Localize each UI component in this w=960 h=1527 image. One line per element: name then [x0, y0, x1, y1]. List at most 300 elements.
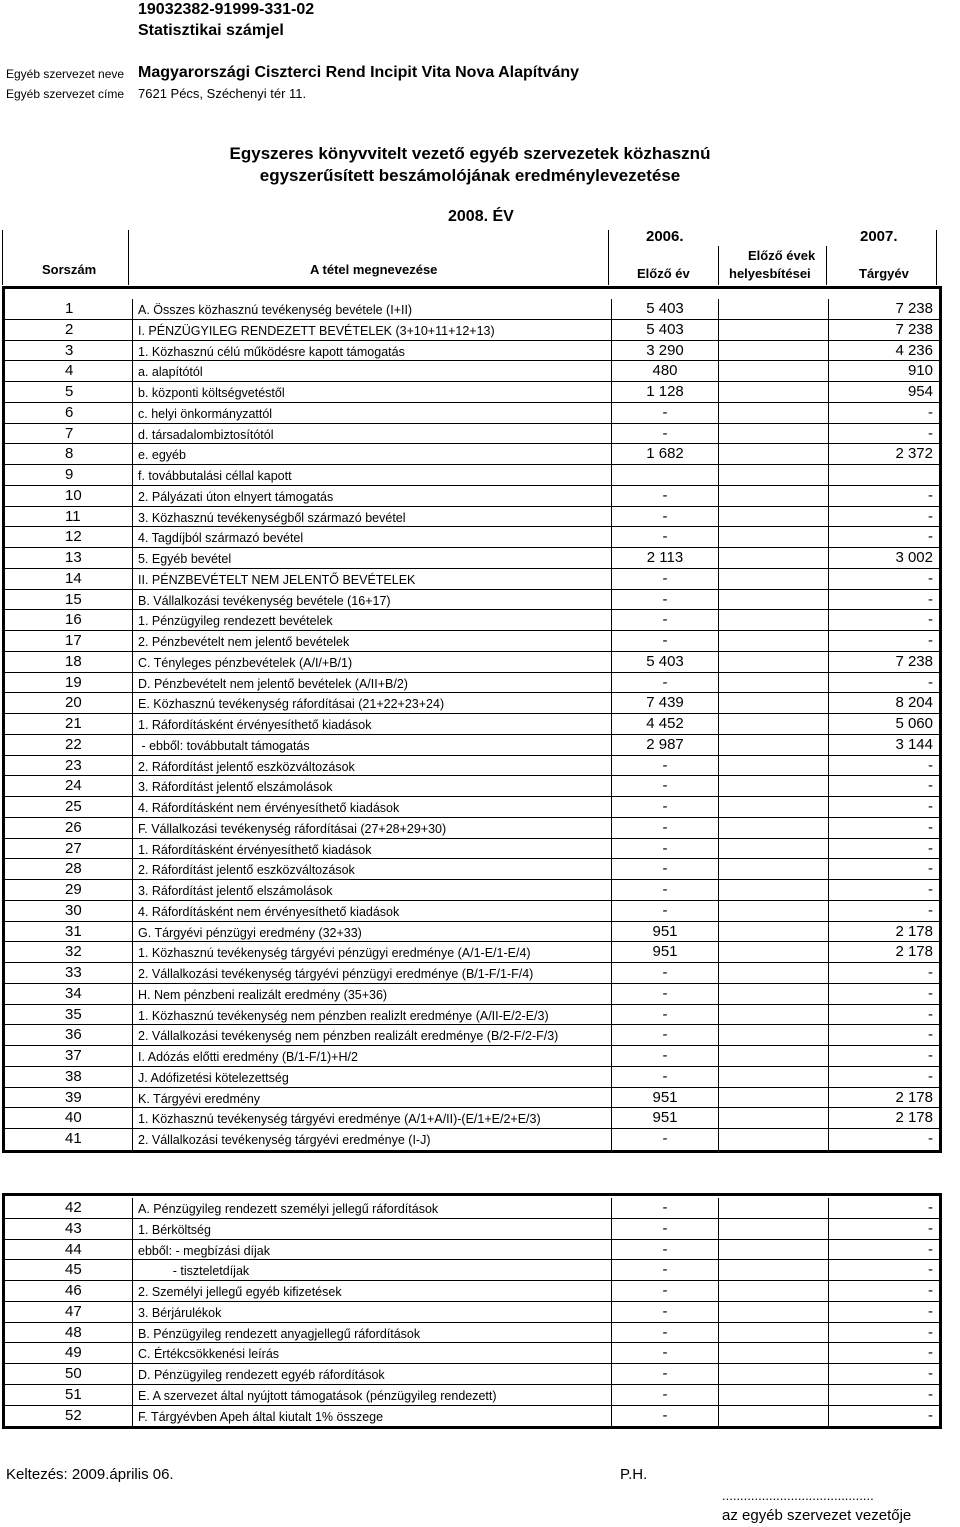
table-row [5, 548, 939, 569]
row-correction-value [719, 756, 829, 776]
row-number: 26 [5, 818, 133, 838]
row-number: 17 [5, 631, 133, 651]
row-number: 7 [5, 424, 133, 444]
row-prev-value: - [611, 1343, 719, 1363]
table-row [5, 361, 939, 382]
row-label: 1. Közhasznú tevékenység nem pénzben realizlt eredménye (A/II-E/2-E/3) [138, 1008, 549, 1023]
col-year-cur: 2007. [860, 228, 898, 245]
row-prev-value: 951 [611, 922, 719, 942]
row-correction-value [719, 1046, 829, 1066]
table-row [5, 1088, 939, 1109]
row-prev-value: 1 128 [611, 382, 719, 402]
row-current-value: 8 204 [895, 694, 933, 712]
row-prev-value: - [611, 1240, 719, 1260]
row-correction-value [719, 1198, 829, 1218]
row-correction-value [719, 1385, 829, 1405]
row-current-value: - [928, 1282, 933, 1299]
table-row [5, 1385, 939, 1406]
row-number: 23 [5, 756, 133, 776]
row-current-value: 5 060 [895, 715, 933, 732]
row-number: 16 [5, 610, 133, 630]
row-label: 4. Ráfordításként nem érvényesíthető kiadások [138, 801, 400, 815]
row-prev-value: 5 403 [611, 320, 719, 340]
row-correction-value [719, 590, 829, 610]
table-row [5, 797, 939, 818]
row-number: 5 [5, 382, 133, 402]
row-label: A. Pénzügyileg rendezett személyi jellegű ráfordítások [138, 1202, 439, 1216]
row-current-value: 3 002 [895, 549, 933, 566]
row-current-value: - [928, 964, 933, 981]
row-prev-value: 2 987 [611, 735, 719, 755]
row-prev-value: 5 403 [611, 652, 719, 672]
row-number: 41 [5, 1129, 133, 1150]
row-prev-value: 3 290 [611, 341, 719, 361]
row-prev-value: - [611, 1281, 719, 1301]
row-label: J. Adófizetési kötelezettség [138, 1070, 289, 1085]
row-label: 2. Ráfordítást jelentő eszközváltozások [138, 759, 355, 774]
table-row [5, 922, 939, 943]
table-row [5, 1281, 939, 1302]
row-label: 3. Bérjárulékok [138, 1305, 222, 1320]
row-current-value: - [928, 1261, 933, 1279]
row-number: 1 [5, 299, 133, 319]
row-prev-value: - [611, 1260, 719, 1280]
row-label: d. társadalombiztosítótól [138, 427, 274, 442]
row-number: 3 [5, 341, 133, 361]
row-label: 1. Pénzügyileg rendezett bevételek [138, 614, 333, 629]
row-current-value: 954 [907, 383, 933, 400]
table-row [5, 1129, 939, 1150]
row-label: 3. Közhasznú tevékenységből származó bevétel [138, 510, 406, 525]
row-number: 21 [5, 714, 133, 734]
table-row [5, 984, 939, 1005]
table-row [5, 776, 939, 797]
row-number: 11 [5, 507, 133, 527]
row-label: 4. Ráfordításként nem érvényesíthető kiadások [138, 904, 400, 919]
row-number: 10 [5, 486, 133, 506]
row-number: 24 [5, 776, 133, 796]
row-prev-value: - [611, 880, 719, 900]
table-row [5, 963, 939, 984]
row-current-value: - [928, 839, 933, 857]
row-current-value: - [928, 507, 933, 525]
table-row [5, 652, 939, 673]
row-prev-value: - [611, 859, 719, 879]
row-label: B. Vállalkozási tevékenység bevétele (16+17) [138, 593, 391, 608]
row-number: 48 [5, 1323, 133, 1343]
row-label: I. PÉNZÜGYILEG RENDEZETT BEVÉTELEK (3+10+11+12+13) [138, 323, 495, 338]
row-label: II. PÉNZBEVÉTELT NEM JELENTŐ BEVÉTELEK [138, 572, 416, 587]
col-sorszam: Sorszám [42, 262, 97, 277]
row-correction-value [719, 1005, 829, 1025]
row-prev-value: - [611, 1067, 719, 1087]
row-correction-value [719, 1302, 829, 1322]
row-correction-value [719, 507, 829, 527]
table-row [5, 486, 939, 507]
expenses-table [2, 1193, 942, 1429]
row-correction-value [719, 652, 829, 672]
row-label: 1. Közhasznú célú működésre kapott támogatás [138, 344, 405, 359]
row-current-value: - [928, 1047, 933, 1064]
row-label: 5. Egyéb bevétel [138, 552, 232, 566]
row-number: 37 [5, 1046, 133, 1066]
row-correction-value [719, 424, 829, 444]
row-current-value: - [928, 901, 933, 919]
table-row [5, 631, 939, 652]
table-row [5, 527, 939, 548]
row-number: 51 [5, 1385, 133, 1405]
row-number: 8 [5, 444, 133, 464]
row-current-value: - [928, 590, 933, 608]
table-row [5, 465, 939, 486]
signature-label: az egyéb szervezet vezetője [722, 1507, 912, 1524]
row-label: a. alapítótól [138, 365, 203, 380]
row-correction-value [719, 839, 829, 859]
row-correction-value [719, 548, 829, 568]
row-correction-value [719, 1406, 829, 1427]
row-prev-value: - [611, 569, 719, 589]
signature-line: .......................................... [722, 1488, 874, 1503]
row-correction-value [719, 984, 829, 1004]
row-prev-value: 1 682 [611, 444, 719, 464]
table-row [5, 901, 939, 922]
table-row [5, 673, 939, 694]
row-label: D. Pénzbevételt nem jelentő bevételek (A/II+B/2) [138, 676, 408, 691]
row-label: G. Tárgyévi pénzügyi eredmény (32+33) [138, 925, 362, 940]
row-number: 45 [5, 1260, 133, 1280]
row-current-value: - [928, 1067, 933, 1085]
row-label: 2. Vállalkozási tevékenység tárgyévi eredménye (I-J) [138, 1133, 431, 1147]
row-number: 39 [5, 1088, 133, 1108]
table-row [5, 569, 939, 590]
row-number: 30 [5, 901, 133, 921]
row-prev-value: - [611, 631, 719, 651]
table-row [5, 859, 939, 880]
row-prev-value: 5 403 [611, 299, 719, 319]
row-label: 4. Tagdíjból származó bevétel [138, 531, 304, 546]
row-number: 52 [5, 1406, 133, 1427]
row-number: 22 [5, 735, 133, 755]
row-prev-value: - [611, 1219, 719, 1239]
table-row [5, 1260, 939, 1281]
row-current-value: 2 178 [895, 1088, 933, 1106]
row-number: 25 [5, 797, 133, 817]
row-label: E. A szervezet által nyújtott támogatások (pénzügyileg rendezett) [138, 1388, 497, 1403]
col-year-prev: 2006. [646, 228, 684, 245]
row-correction-value [719, 569, 829, 589]
row-current-value: 3 144 [895, 735, 933, 753]
row-label: e. egyéb [138, 448, 186, 463]
row-current-value: - [928, 403, 933, 421]
row-current-value: - [928, 569, 933, 587]
row-correction-value [719, 444, 829, 464]
row-number: 2 [5, 320, 133, 340]
row-current-value: 2 372 [895, 445, 933, 463]
row-current-value: - [928, 1323, 933, 1341]
row-correction-value [719, 1025, 829, 1045]
row-prev-value: - [611, 610, 719, 630]
row-prev-value: 951 [611, 1108, 719, 1128]
row-current-value: - [928, 1130, 933, 1147]
row-prev-value: - [611, 1323, 719, 1343]
table-row [5, 1302, 939, 1323]
row-label: I. Adózás előtti eredmény (B/1-F/1)+H/2 [138, 1050, 358, 1064]
row-label: 2. Vállalkozási tevékenység tárgyévi pénzügyi eredménye (B/1-F/1-F/4) [138, 967, 534, 981]
row-correction-value [719, 527, 829, 547]
row-current-value: 4 236 [895, 341, 933, 359]
row-prev-value: - [611, 756, 719, 776]
row-correction-value [719, 1129, 829, 1150]
col-prev: Előző év [637, 266, 690, 281]
col-name: A tétel megnevezése [310, 262, 438, 277]
row-current-value: 7 238 [895, 320, 933, 338]
row-label: 1. Közhasznú tevékenység tárgyévi pénzügyi eredménye (A/1-E/1-E/4) [138, 946, 531, 961]
table-row [5, 839, 939, 860]
row-prev-value [611, 465, 719, 485]
table-row [5, 1046, 939, 1067]
row-number: 44 [5, 1240, 133, 1260]
row-correction-value [719, 880, 829, 900]
row-correction-value [719, 1240, 829, 1260]
row-label: A. Összes közhasznú tevékenység bevétele (I+II) [138, 303, 413, 317]
row-number: 42 [5, 1198, 133, 1218]
table-row [5, 1198, 939, 1219]
row-correction-value [719, 942, 829, 962]
row-prev-value: 7 439 [611, 693, 719, 713]
row-number: 32 [5, 942, 133, 962]
row-number: 6 [5, 403, 133, 423]
row-correction-value [719, 735, 829, 755]
row-prev-value: - [611, 839, 719, 859]
row-correction-value [719, 1260, 829, 1280]
row-current-value: - [928, 798, 933, 815]
table-row [5, 320, 939, 341]
row-number: 35 [5, 1005, 133, 1025]
table-row [5, 1343, 939, 1364]
row-number: 34 [5, 984, 133, 1004]
table-row [5, 403, 939, 424]
table-row [5, 1364, 939, 1385]
row-correction-value [719, 1323, 829, 1343]
row-prev-value: - [611, 901, 719, 921]
row-number: 50 [5, 1364, 133, 1384]
row-number: 12 [5, 527, 133, 547]
row-prev-value: - [611, 776, 719, 796]
row-current-value: - [928, 1199, 933, 1216]
row-number: 14 [5, 569, 133, 589]
table-row [5, 735, 939, 756]
row-current-value: - [928, 818, 933, 836]
stamp-placeholder: P.H. [620, 1466, 648, 1483]
row-number: 15 [5, 590, 133, 610]
row-correction-value [719, 901, 829, 921]
table-row [5, 341, 939, 362]
row-label: f. továbbutalási céllal kapott [138, 469, 292, 483]
row-current-value: - [928, 632, 933, 649]
table-row [5, 714, 939, 735]
row-label: ebből: - megbízási díjak [138, 1243, 271, 1258]
date-line: Keltezés: 2009.április 06. [6, 1466, 174, 1483]
row-prev-value: - [611, 1198, 719, 1218]
org-name: Magyarországi Ciszterci Rend Incipit Vita Nova Alapítvány [138, 64, 580, 81]
table-row [5, 444, 939, 465]
row-prev-value: - [611, 797, 719, 817]
row-number: 28 [5, 859, 133, 879]
row-prev-value: - [611, 507, 719, 527]
table-row [5, 1406, 939, 1427]
row-label: c. helyi önkormányzattól [138, 406, 273, 421]
row-current-value: - [928, 1219, 933, 1237]
row-number: 20 [5, 693, 133, 713]
row-prev-value: - [611, 1406, 719, 1427]
row-prev-value: - [611, 1385, 719, 1405]
row-label: 1. Ráfordításként érvényesíthető kiadások [138, 842, 372, 857]
row-prev-value: - [611, 424, 719, 444]
report-title-line2: egyszerűsített beszámolójának eredménylevezetése [259, 166, 681, 185]
row-prev-value: - [611, 1005, 719, 1025]
row-prev-value: - [611, 1046, 719, 1066]
table-row [5, 299, 939, 320]
table-row [5, 507, 939, 528]
row-label: 1. Ráfordításként érvényesíthető kiadások [138, 718, 372, 732]
row-prev-value: - [611, 1364, 719, 1384]
row-number: 13 [5, 548, 133, 568]
row-prev-value: 951 [611, 1088, 719, 1108]
row-label: 1. Közhasznú tevékenység tárgyévi eredménye (A/1+A/II)-(E/1+E/2+E/3) [138, 1112, 541, 1127]
row-number: 4 [5, 361, 133, 381]
row-current-value: - [928, 1385, 933, 1403]
row-correction-value [719, 1281, 829, 1301]
table-row [5, 1005, 939, 1026]
row-current-value: - [928, 1026, 933, 1044]
row-correction-value [719, 341, 829, 361]
row-current-value: - [928, 611, 933, 629]
table-row [5, 1323, 939, 1344]
row-correction-value [719, 922, 829, 942]
row-current-value: - [928, 1005, 933, 1023]
row-number: 9 [5, 465, 133, 485]
table-row [5, 1025, 939, 1046]
row-correction-value [719, 1343, 829, 1363]
row-current-value: 7 238 [895, 652, 933, 670]
row-label: b. központi költségvetéstől [138, 386, 285, 400]
row-correction-value [719, 361, 829, 381]
row-correction-value [719, 1108, 829, 1128]
row-correction-value [719, 818, 829, 838]
row-correction-value [719, 797, 829, 817]
row-current-value: - [928, 1406, 933, 1424]
row-current-value: 910 [907, 362, 933, 380]
row-correction-value [719, 673, 829, 693]
row-label: 2. Ráfordítást jelentő eszközváltozások [138, 863, 355, 878]
table-row [5, 1240, 939, 1261]
row-label: - tiszteletdíjak [138, 1264, 250, 1279]
table-row [5, 1219, 939, 1240]
row-current-value: - [928, 528, 933, 546]
org-address-label: Egyéb szervezet címe [6, 87, 125, 101]
col-corr-line1: Előző évek [748, 248, 816, 263]
row-correction-value [719, 963, 829, 983]
row-number: 40 [5, 1108, 133, 1128]
row-label: B. Pénzügyileg rendezett anyagjellegű ráfordítások [138, 1326, 421, 1341]
results-table [2, 286, 942, 1153]
row-prev-value: 2 113 [611, 548, 719, 568]
row-correction-value [719, 1219, 829, 1239]
table-row [5, 880, 939, 901]
row-label: 3. Ráfordítást jelentő elszámolások [138, 780, 333, 795]
row-label: 1. Bérköltség [138, 1222, 211, 1237]
row-number: 43 [5, 1219, 133, 1239]
table-row [5, 1108, 939, 1129]
row-correction-value [719, 486, 829, 506]
col-corr-line2: helyesbítései [729, 266, 811, 281]
row-prev-value: 951 [611, 942, 719, 962]
row-label: C. Tényleges pénzbevételek (A/I/+B/1) [138, 655, 353, 670]
row-number: 18 [5, 652, 133, 672]
row-label: H. Nem pénzbeni realizált eredmény (35+36) [138, 987, 388, 1002]
row-current-value: - [928, 1240, 933, 1258]
row-prev-value: - [611, 403, 719, 423]
row-correction-value [719, 693, 829, 713]
table-row [5, 942, 939, 963]
row-correction-value [719, 382, 829, 402]
row-correction-value [719, 1067, 829, 1087]
row-current-value: - [928, 1302, 933, 1320]
row-current-value: - [928, 881, 933, 898]
row-number: 31 [5, 922, 133, 942]
row-correction-value [719, 1088, 829, 1108]
row-number: 36 [5, 1025, 133, 1045]
row-prev-value: - [611, 1025, 719, 1045]
row-current-value: 2 178 [895, 1109, 933, 1127]
row-current-value: - [928, 984, 933, 1002]
row-prev-value: - [611, 527, 719, 547]
row-label: C. Értékcsökkenési leírás [138, 1347, 280, 1362]
row-current-value: - [928, 1365, 933, 1382]
row-label: E. Közhasznú tevékenység ráfordításai (21+22+23+24) [138, 697, 445, 712]
row-label: - ebből: továbbutalt támogatás [138, 738, 310, 753]
row-prev-value: - [611, 673, 719, 693]
row-correction-value [719, 631, 829, 651]
table-row [5, 818, 939, 839]
row-label: 3. Ráfordítást jelentő elszámolások [138, 884, 333, 898]
statistical-id-label: Statisztikai számjel [138, 22, 284, 39]
row-current-value: - [928, 860, 933, 878]
table-row [5, 756, 939, 777]
row-number: 49 [5, 1343, 133, 1363]
org-address: 7621 Pécs, Széchenyi tér 11. [138, 86, 307, 101]
table-row [5, 424, 939, 445]
row-correction-value [719, 714, 829, 734]
row-correction-value [719, 859, 829, 879]
row-label: K. Tárgyévi eredmény [138, 1091, 261, 1106]
table-row [5, 382, 939, 403]
row-number: 46 [5, 1281, 133, 1301]
row-correction-value [719, 320, 829, 340]
row-current-value: - [928, 424, 933, 442]
row-current-value: - [928, 777, 933, 795]
row-number: 33 [5, 963, 133, 983]
row-current-value: - [928, 756, 933, 774]
row-correction-value [719, 403, 829, 423]
statistical-id: 19032382-91999-331-02 [138, 1, 315, 18]
row-current-value: - [928, 673, 933, 691]
row-prev-value: 4 452 [611, 714, 719, 734]
row-number: 47 [5, 1302, 133, 1322]
row-number: 29 [5, 880, 133, 900]
row-prev-value: - [611, 818, 719, 838]
report-title-line1: Egyszeres könyvvitelt vezető egyéb szervezetek közhasznú [229, 144, 711, 163]
